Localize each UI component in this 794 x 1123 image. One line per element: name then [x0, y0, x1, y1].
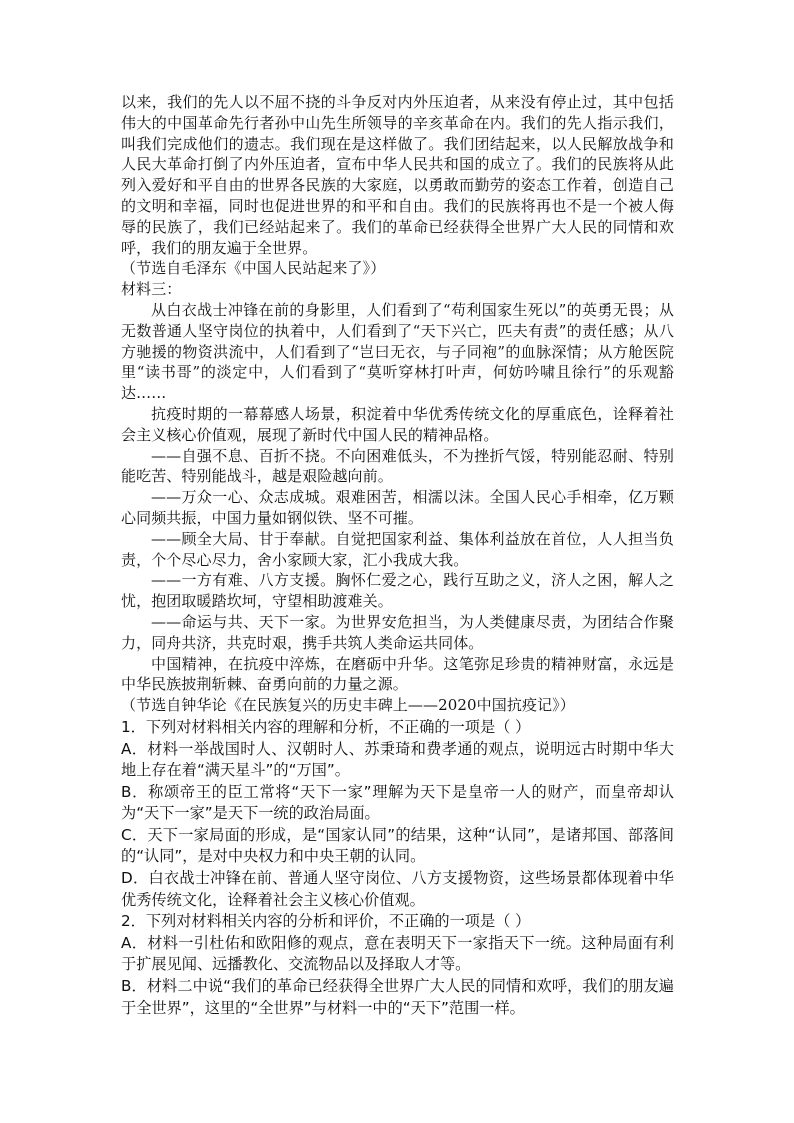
material3-paragraph: ——自强不息、百折不挠。不向困难低头，不为挫折气馁，特别能忍耐、特别能吃苦、特别能战斗，越是艰险越向前。: [121, 446, 674, 486]
material3-paragraph: 中国精神，在抗疫中淬炼，在磨砺中升华。这笔弥足珍贵的精神财富，永远是中华民族披荆斩棘、奋勇向前的力量之源。: [121, 654, 674, 694]
material3-paragraph: ——命运与共、天下一家。为世界安危担当，为人类健康尽责，为团结合作聚力，同舟共济，共克时艰，携手共筑人类命运共同体。: [121, 612, 674, 652]
material3-paragraph: ——万众一心、众志成城。艰难困苦，相濡以沫。全国人民心手相牵，亿万颗心同频共振，中国力量如钢似铁、坚不可摧。: [121, 488, 674, 527]
question-stem: 1．下列对材料相关内容的理解和分析，不正确的一项是（ ）: [121, 717, 531, 736]
material3-source: （节选自钟华论《在民族复兴的历史丰碑上——2020中国抗疫记》）: [121, 696, 575, 715]
document-page: [121, 92, 674, 1019]
material3-paragraph: ——顾全大局、甘于奉献。自觉把国家利益、集体利益放在首位，人人担当负责，个个尽心尽力，舍小家顾大家，汇小我成大我。: [121, 529, 674, 569]
question-option: A．材料一引杜佑和欧阳修的观点，意在表明天下一家指天下一统。这种局面有利于扩展见闻、远播教化、交流物品以及择取人才等。: [121, 933, 674, 974]
material3-paragraph: 抗疫时期的一幕幕感人场景，积淀着中华优秀传统文化的厚重底色，诠释着社会主义核心价值观，展现了新时代中国人民的精神品格。: [121, 404, 674, 444]
material3-paragraph: 从白衣战士冲锋在前的身影里，人们看到了“苟利国家生死以”的英勇无畏；从无数普通人坚守岗位的执着中，人们看到了“天下兴亡，匹夫有责”的责任感；从八方驰援的物资洪流中，人们看到了“岂曰无衣，与子同袍”的血脉深情；从方舱医院里“读书哥”的淡定中，人们看到了“莫听穿林打叶声，何妨吟啸且徐行”的乐观豁达……: [121, 300, 674, 403]
question-stem: 2．下列对材料相关内容的分析和评价，不正确的一项是（ ）: [121, 912, 531, 931]
question-option: B．称颂帝王的臣工常将“天下一家”理解为天下是皇帝一人的财产，而皇帝却认为“天下一家”是天下一统的政治局面。: [121, 782, 674, 823]
material3-label: 材料三：: [121, 280, 182, 299]
question-option: B．材料二中说“我们的革命已经获得全世界广大人民的同情和欢呼，我们的朋友遍于全世界”，这里的“全世界”与材料一中的“天下”范围一样。: [121, 977, 674, 1017]
material2-source: （节选自毛泽东《中国人民站起来了》）: [121, 259, 386, 278]
question-option: C．天下一家局面的形成，是“国家认同”的结果，这种“认同”，是诸邦国、部落间的“认同”，是对中央权力和中央王朝的认同。: [121, 825, 674, 866]
material3-paragraph: ——一方有难、八方支援。胸怀仁爱之心，践行互助之义，济人之困，解人之忧，抱团取暖踏坎坷，守望相助渡难关。: [121, 571, 674, 611]
question-option: A．材料一举战国时人、汉朝时人、苏秉琦和费孝通的观点，说明远古时期中华大地上存在着“满天星斗”的“万国”。: [121, 739, 674, 780]
question-option: D．白衣战士冲锋在前、普通人坚守岗位、八方支援物资，这些场景都体现着中华优秀传统文化，诠释着社会主义核心价值观。: [121, 869, 674, 909]
questions-section: [121, 717, 674, 1019]
material2-text: 以来，我们的先人以不屈不挠的斗争反对内外压迫者，从来没有停止过，其中包括伟大的中国革命先行者孙中山先生所领导的辛亥革命在内。我们的先人指示我们，叫我们完成他们的遗志。我们现在是这样做了。我们团结起来，以人民解放战争和人民大革命打倒了内外压迫者，宣布中华人民共和国的成立了。我们的民族将从此列入爱好和平自由的世界各民族的大家庭，以勇敢而勤劳的姿态工作着，创造自己的文明和幸福，同时也促进世界的和平和自由。我们的民族将再也不是一个被人侮辱的民族了，我们已经站起来了。我们的革命已经获得全世界广大人民的同情和欢呼，我们的朋友遍于全世界。: [121, 93, 674, 257]
